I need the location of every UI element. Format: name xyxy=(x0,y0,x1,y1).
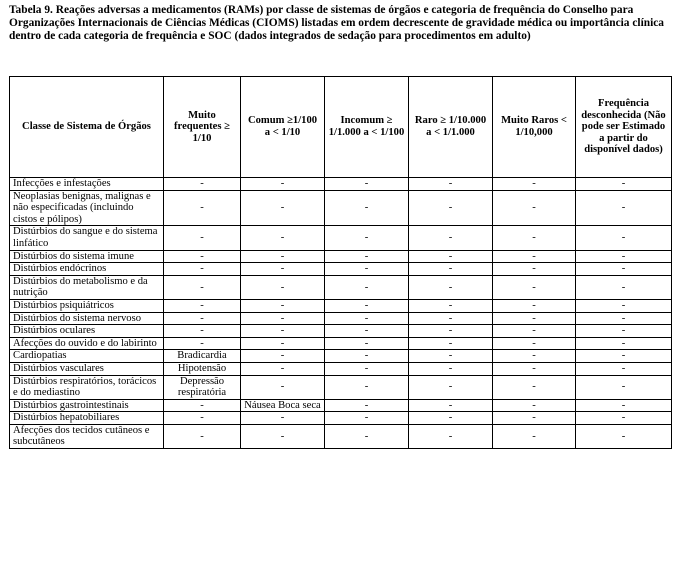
table-row xyxy=(10,362,672,375)
cell-rare: - xyxy=(409,350,493,363)
soc-cell: Afecções do ouvido e do labirinto xyxy=(10,337,164,350)
cell-common: - xyxy=(241,375,325,399)
soc-cell: Distúrbios gastrointestinais xyxy=(10,399,164,412)
table-row xyxy=(10,299,672,312)
cell-unknown: - xyxy=(576,178,672,191)
cell-very-rare: - xyxy=(493,263,576,276)
cell-rare: - xyxy=(409,337,493,350)
cell-rare: - xyxy=(409,424,493,448)
soc-cell: Neoplasias benignas, malignas e não especificadas (incluindo cistos e pólipos) xyxy=(10,190,164,226)
cell-very-common: Depressão respiratória xyxy=(164,375,241,399)
cell-common: - xyxy=(241,325,325,338)
cell-common: - xyxy=(241,275,325,299)
cell-common: - xyxy=(241,424,325,448)
cell-common: Náusea Boca seca xyxy=(241,399,325,412)
soc-cell: Distúrbios hepatobiliares xyxy=(10,412,164,425)
cell-common: - xyxy=(241,350,325,363)
soc-cell: Infecções e infestações xyxy=(10,178,164,191)
soc-cell: Afecções dos tecidos cutâneos e subcutâneos xyxy=(10,424,164,448)
table-row xyxy=(10,399,672,412)
cell-unknown: - xyxy=(576,250,672,263)
cell-rare: - xyxy=(409,250,493,263)
header-soc: Classe de Sistema de Órgãos xyxy=(10,77,164,178)
cell-unknown: - xyxy=(576,337,672,350)
table-caption: Tabela 9. Reações adversas a medicamentos (RAMs) por classe de sistemas de órgãos e categoria de frequência do Conselho para Organizações Internacionais de Ciências Médicas (CIOMS) listadas em ordem decrescente de gravidade médica ou importância clínica dentro de cada categoria de frequência e SOC (dados integrados de sedação para procedimentos em adulto) xyxy=(9,4,664,42)
cell-unknown: - xyxy=(576,312,672,325)
cell-rare: - xyxy=(409,312,493,325)
header-row xyxy=(10,77,672,178)
soc-cell: Cardiopatias xyxy=(10,350,164,363)
cell-rare: - xyxy=(409,275,493,299)
table-row xyxy=(10,412,672,425)
cell-rare: - xyxy=(409,325,493,338)
cell-common: - xyxy=(241,299,325,312)
cell-uncommon: - xyxy=(325,399,409,412)
header-very-common: Muito frequentes ≥ 1/10 xyxy=(164,77,241,178)
cell-uncommon: - xyxy=(325,250,409,263)
cell-very-rare: - xyxy=(493,362,576,375)
cell-very-rare: - xyxy=(493,350,576,363)
cell-common: - xyxy=(241,190,325,226)
cell-unknown: - xyxy=(576,350,672,363)
cell-very-common: - xyxy=(164,263,241,276)
soc-cell: Distúrbios do sangue e do sistema linfático xyxy=(10,226,164,250)
cell-very-common: - xyxy=(164,424,241,448)
cell-uncommon: - xyxy=(325,337,409,350)
cell-very-common: Bradicardia xyxy=(164,350,241,363)
table-row xyxy=(10,226,672,250)
soc-cell: Distúrbios vasculares xyxy=(10,362,164,375)
table-row xyxy=(10,178,672,191)
cell-rare: - xyxy=(409,178,493,191)
table-row xyxy=(10,325,672,338)
cell-very-rare: - xyxy=(493,412,576,425)
table-row xyxy=(10,424,672,448)
soc-cell: Distúrbios do metabolismo e da nutrição xyxy=(10,275,164,299)
table-row xyxy=(10,190,672,226)
cell-rare: - xyxy=(409,412,493,425)
cell-unknown: - xyxy=(576,362,672,375)
cell-uncommon: - xyxy=(325,275,409,299)
cell-unknown: - xyxy=(576,190,672,226)
table-row xyxy=(10,375,672,399)
cell-very-rare: - xyxy=(493,190,576,226)
cell-uncommon: - xyxy=(325,375,409,399)
cell-rare: - xyxy=(409,263,493,276)
table-row xyxy=(10,263,672,276)
cell-uncommon: - xyxy=(325,263,409,276)
cell-uncommon: - xyxy=(325,424,409,448)
cell-uncommon: - xyxy=(325,190,409,226)
cell-rare: - xyxy=(409,190,493,226)
cell-rare: - xyxy=(409,399,493,412)
cell-very-common: - xyxy=(164,275,241,299)
header-common: Comum ≥1/100 a < 1/10 xyxy=(241,77,325,178)
cell-common: - xyxy=(241,226,325,250)
soc-cell: Distúrbios endócrinos xyxy=(10,263,164,276)
cell-uncommon: - xyxy=(325,299,409,312)
cell-very-common: - xyxy=(164,226,241,250)
cell-uncommon: - xyxy=(325,325,409,338)
cell-uncommon: - xyxy=(325,312,409,325)
cell-very-common: - xyxy=(164,190,241,226)
cell-uncommon: - xyxy=(325,178,409,191)
cell-common: - xyxy=(241,263,325,276)
cell-common: - xyxy=(241,337,325,350)
cell-very-rare: - xyxy=(493,275,576,299)
cell-very-common: - xyxy=(164,312,241,325)
soc-cell: Distúrbios psiquiátricos xyxy=(10,299,164,312)
header-very-rare: Muito Raros < 1/10,000 xyxy=(493,77,576,178)
cell-common: - xyxy=(241,362,325,375)
header-uncommon: Incomum ≥ 1/1.000 a < 1/100 xyxy=(325,77,409,178)
cell-very-rare: - xyxy=(493,299,576,312)
cell-unknown: - xyxy=(576,226,672,250)
cell-very-rare: - xyxy=(493,226,576,250)
cell-unknown: - xyxy=(576,399,672,412)
soc-cell: Distúrbios oculares xyxy=(10,325,164,338)
cell-very-common: - xyxy=(164,299,241,312)
cell-common: - xyxy=(241,312,325,325)
cell-common: - xyxy=(241,250,325,263)
table-row xyxy=(10,350,672,363)
cell-unknown: - xyxy=(576,424,672,448)
cell-unknown: - xyxy=(576,263,672,276)
cell-very-rare: - xyxy=(493,325,576,338)
cell-rare: - xyxy=(409,375,493,399)
table-row xyxy=(10,250,672,263)
cell-very-rare: - xyxy=(493,337,576,350)
header-rare: Raro ≥ 1/10.000 a < 1/1.000 xyxy=(409,77,493,178)
cell-uncommon: - xyxy=(325,350,409,363)
soc-cell: Distúrbios do sistema nervoso xyxy=(10,312,164,325)
cell-unknown: - xyxy=(576,412,672,425)
soc-cell: Distúrbios respiratórios, torácicos e do mediastino xyxy=(10,375,164,399)
cell-common: - xyxy=(241,178,325,191)
soc-cell: Distúrbios do sistema imune xyxy=(10,250,164,263)
cell-unknown: - xyxy=(576,375,672,399)
cell-rare: - xyxy=(409,299,493,312)
cell-common: - xyxy=(241,412,325,425)
cell-uncommon: - xyxy=(325,412,409,425)
cell-very-rare: - xyxy=(493,399,576,412)
table-row xyxy=(10,275,672,299)
cell-unknown: - xyxy=(576,275,672,299)
cell-uncommon: - xyxy=(325,226,409,250)
cell-very-rare: - xyxy=(493,250,576,263)
cell-rare: - xyxy=(409,362,493,375)
cell-very-common: - xyxy=(164,399,241,412)
adverse-reactions-table xyxy=(9,76,672,449)
cell-rare: - xyxy=(409,226,493,250)
cell-very-common: - xyxy=(164,325,241,338)
cell-very-common: - xyxy=(164,412,241,425)
cell-very-common: - xyxy=(164,178,241,191)
cell-very-rare: - xyxy=(493,375,576,399)
cell-very-rare: - xyxy=(493,312,576,325)
cell-very-rare: - xyxy=(493,424,576,448)
table-row xyxy=(10,337,672,350)
cell-very-common: - xyxy=(164,250,241,263)
header-unknown: Frequência desconhecida (Não pode ser Estimado a partir do disponível dados) xyxy=(576,77,672,178)
cell-unknown: - xyxy=(576,325,672,338)
cell-very-common: - xyxy=(164,337,241,350)
cell-very-rare: - xyxy=(493,178,576,191)
cell-unknown: - xyxy=(576,299,672,312)
table-row xyxy=(10,312,672,325)
cell-very-common: Hipotensão xyxy=(164,362,241,375)
cell-uncommon: - xyxy=(325,362,409,375)
